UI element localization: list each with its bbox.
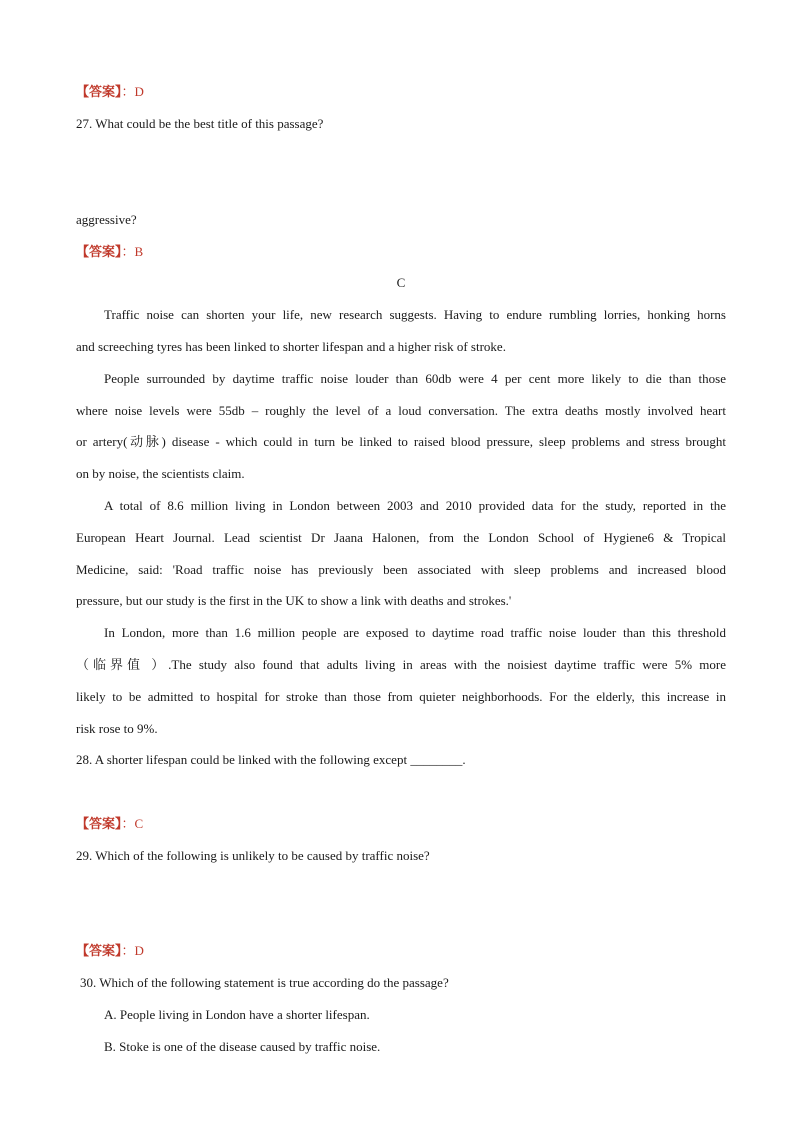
answer-value: C <box>134 816 144 831</box>
answer-separator: ： <box>121 84 135 99</box>
passage-heading: C <box>396 275 406 290</box>
answer-line <box>76 84 726 100</box>
answer-value: B <box>134 244 144 259</box>
passage-line: pressure, but our study is the first in the UK to show a link with deaths and strokes.' <box>76 593 512 608</box>
option-d-continued: aggressive? <box>76 212 137 227</box>
passage-line: Traffic noise can shorten your life, new research suggests. Having to endure rumbling lorries, honking horns <box>104 307 726 322</box>
answer-line <box>76 244 726 260</box>
question-29: 29. Which of the following is unlikely to be caused by traffic noise? <box>76 848 430 863</box>
answer-line <box>76 816 726 832</box>
passage-line: In London, more than 1.6 million people are exposed to daytime road traffic noise louder than this threshold <box>104 625 726 640</box>
question-27: 27. What could be the best title of this passage? <box>76 116 324 131</box>
passage-line: （临界值 ）.The study also found that adults living in areas with the noisiest daytime traffic were 5% more <box>76 657 726 672</box>
answer-label: 【答案】 <box>76 84 122 99</box>
answer-separator: ： <box>121 943 135 958</box>
option-b: B. Stoke is one of the disease caused by traffic noise. <box>104 1039 381 1054</box>
answer-label: 【答案】 <box>76 244 122 259</box>
passage-line: People surrounded by daytime traffic noise louder than 60db were 4 per cent more likely to die than those <box>104 371 726 386</box>
passage-line: A total of 8.6 million living in London between 2003 and 2010 provided data for the study, reported in the <box>104 498 726 513</box>
question-30: 30. Which of the following statement is true according do the passage? <box>80 975 449 990</box>
option-a: A. People living in London have a shorter lifespan. <box>104 1007 370 1022</box>
passage-line: likely to be admitted to hospital for stroke than those from quieter neighborhoods. For the elderly, this increase in <box>76 689 726 704</box>
answer-label: 【答案】 <box>76 943 122 958</box>
answer-separator: ： <box>121 816 135 831</box>
passage-line: and screeching tyres has been linked to shorter lifespan and a higher risk of stroke. <box>76 339 506 354</box>
passage-line: where noise levels were 55db – roughly the level of a loud conversation. The extra deaths mostly involved heart <box>76 403 726 418</box>
answer-separator: ： <box>121 244 135 259</box>
answer-line <box>76 943 726 959</box>
passage-line: on by noise, the scientists claim. <box>76 466 245 481</box>
answer-label: 【答案】 <box>76 816 122 831</box>
passage-line: risk rose to 9%. <box>76 721 158 736</box>
passage-line: Medicine, said: 'Road traffic noise has previously been associated with sleep problems and increased blood <box>76 562 726 577</box>
answer-value: D <box>134 84 144 99</box>
answer-value: D <box>134 943 144 958</box>
question-28: 28. A shorter lifespan could be linked with the following except ________. <box>76 752 466 767</box>
passage-line: or artery(动脉) disease - which could in turn be linked to raised blood pressure, sleep problems and stress brought <box>76 434 726 449</box>
passage-line: European Heart Journal. Lead scientist Dr Jaana Halonen, from the London School of Hygiene6 & Tropical <box>76 530 726 545</box>
